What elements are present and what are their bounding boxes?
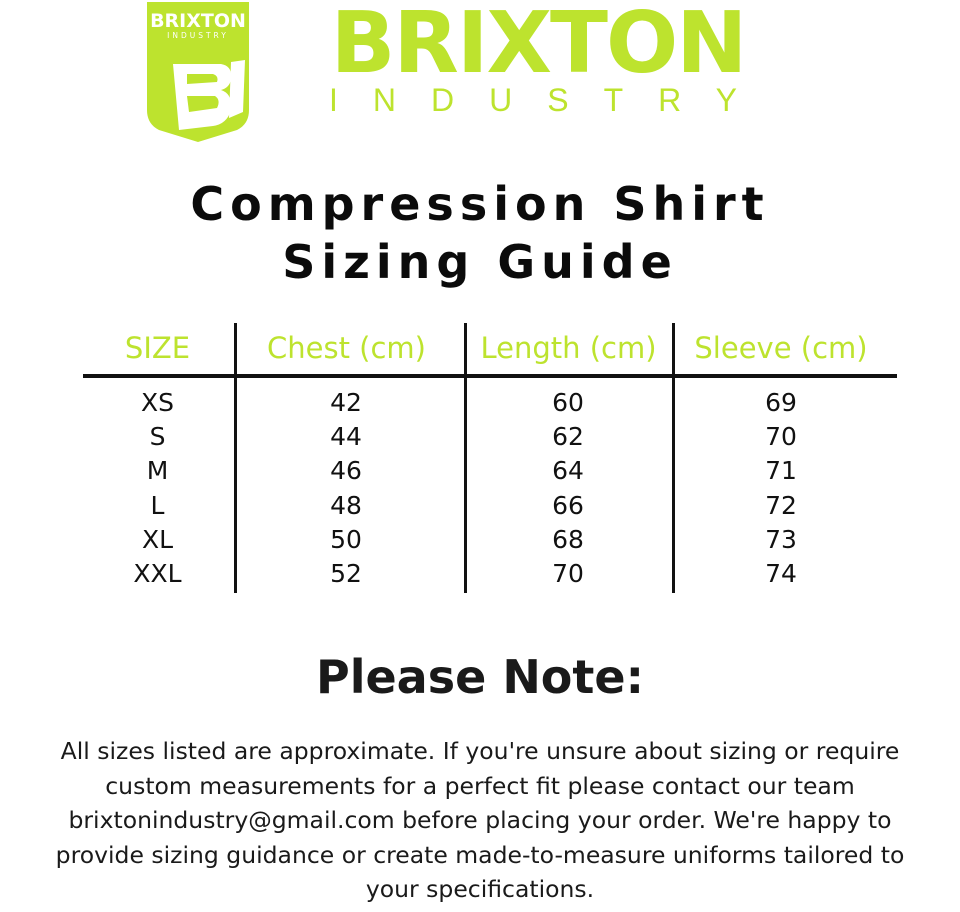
- header-chest: Chest (cm): [267, 331, 426, 365]
- cell-chest: 48: [330, 490, 362, 520]
- page-title-line-1: Compression Shirt: [190, 177, 770, 231]
- cell-size: S: [149, 422, 166, 452]
- header-size: SIZE: [124, 331, 191, 365]
- cell-sleeve: 72: [765, 490, 797, 520]
- cell-size: XL: [141, 524, 174, 554]
- page-title-line-2: Sizing Guide: [282, 235, 678, 289]
- column-divider-1: [234, 323, 237, 593]
- cell-chest: 44: [330, 422, 362, 452]
- page-title: [0, 175, 960, 291]
- cell-sleeve: 69: [765, 388, 797, 417]
- brand-badge-logo: [143, 2, 253, 142]
- header-sleeve: Sleeve (cm): [694, 331, 868, 365]
- cell-chest: 50: [330, 524, 362, 554]
- cell-length: 70: [552, 558, 584, 588]
- note-line: All sizes listed are approximate. If you're unsure about sizing or require: [60, 737, 900, 765]
- note-line: custom measurements for a perfect fit please contact our team: [105, 771, 855, 800]
- note-heading: Please Note:: [316, 650, 644, 704]
- cell-chest: 46: [330, 456, 362, 486]
- brand-name: BRIXTON: [330, 0, 746, 93]
- cell-length: 62: [552, 422, 584, 452]
- cell-length: 60: [552, 388, 584, 417]
- header-underline: [83, 374, 897, 378]
- brand-subtitle: INDUSTRY: [329, 82, 772, 118]
- cell-size: XXL: [133, 558, 182, 588]
- header-length: Length (cm): [480, 331, 657, 365]
- cell-sleeve: 73: [765, 524, 797, 554]
- column-chest: [296, 386, 396, 591]
- cell-sleeve: 71: [765, 456, 797, 486]
- cell-chest: 42: [330, 388, 362, 417]
- cell-size: L: [150, 490, 165, 520]
- note-line: your specifications.: [365, 875, 595, 903]
- note-line: provide sizing guidance or create made-to-measure uniforms tailored to: [55, 840, 905, 869]
- badge-brand-text: BRIXTON: [150, 10, 246, 32]
- cell-length: 68: [552, 524, 584, 554]
- cell-size: XS: [141, 388, 174, 417]
- note-line: brixtonindustry@gmail.com before placing your order. We're happy to: [68, 806, 892, 834]
- cell-length: 66: [552, 490, 584, 520]
- badge-brand-subtext: INDUSTRY: [167, 31, 229, 40]
- column-length: [518, 386, 618, 591]
- cell-sleeve: 70: [765, 422, 797, 452]
- cell-chest: 52: [330, 558, 362, 588]
- column-divider-2: [464, 323, 467, 593]
- cell-size: M: [146, 456, 169, 486]
- cell-sleeve: 74: [765, 558, 797, 588]
- column-size: [100, 386, 215, 591]
- cell-length: 64: [552, 456, 584, 486]
- note-paragraph: [0, 734, 960, 907]
- column-sleeve: [731, 386, 831, 591]
- column-divider-3: [672, 323, 675, 593]
